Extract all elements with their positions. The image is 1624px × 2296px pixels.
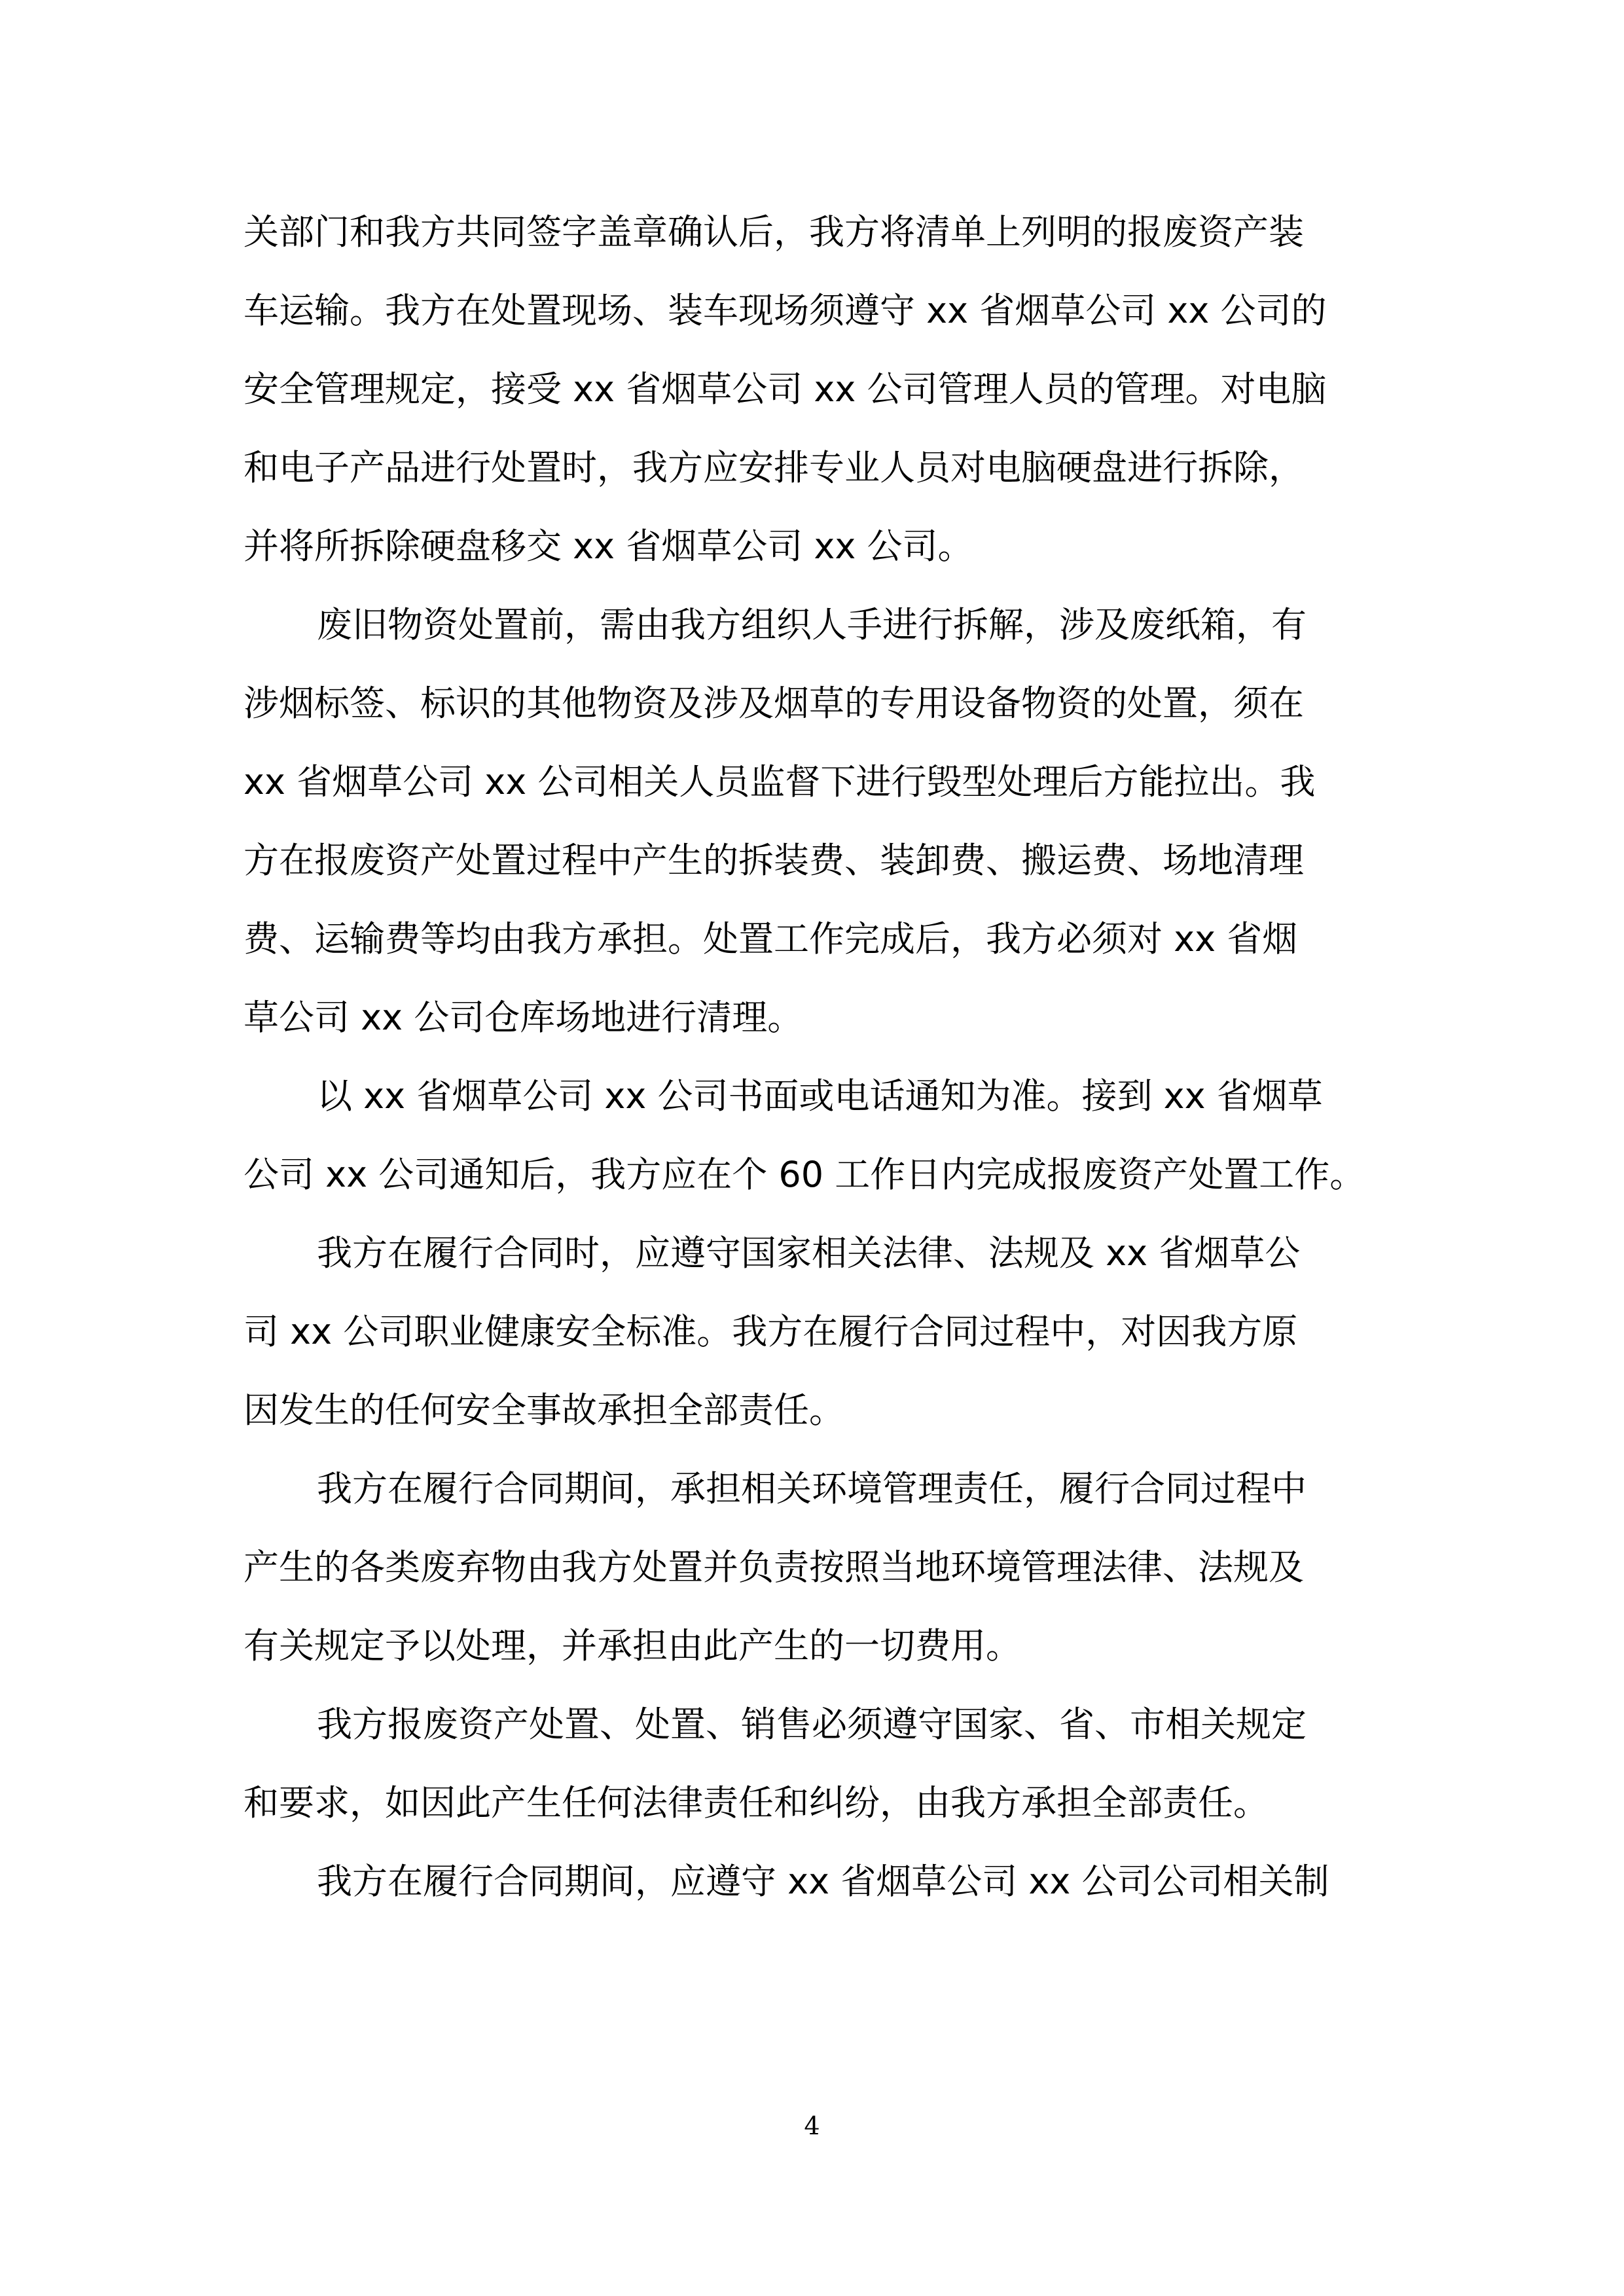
text-line: 我方在履行合同期间，承担相关环境管理责任，履行合同过程中 [317,1468,1307,1509]
text-line: 草公司 xx 公司仓库场地进行清理。 [244,997,803,1038]
text-line: 以 xx 省烟草公司 xx 公司书面或电话通知为准。接到 xx 省烟草 [317,1075,1323,1117]
paragraph-4 [244,1214,1382,1450]
text-line: 关部门和我方共同签字盖章确认后，我方将清单上列明的报废资产装 [244,211,1304,253]
text-line: 产生的各类废弃物由我方处置并负责按照当地环境管理法律、法规及 [244,1547,1304,1588]
text-line: 废旧物资处置前，需由我方组织人手进行拆解，涉及废纸箱，有 [317,604,1307,645]
paragraph-3 [244,1057,1382,1214]
text-line: 因发生的任何安全事故承担全部责任。 [244,1390,844,1431]
paragraph-6 [244,1685,1382,1842]
text-line: 公司 xx 公司通知后，我方应在个 60 工作日内完成报废资产处置工作。 [244,1154,1365,1195]
text-line: 车运输。我方在处置现场、装车现场须遵守 xx 省烟草公司 xx 公司的 [244,290,1327,331]
text-line: 安全管理规定，接受 xx 省烟草公司 xx 公司管理人员的管理。对电脑 [244,368,1327,410]
text-line: 涉烟标签、标识的其他物资及涉及烟草的专用设备物资的处置，须在 [244,683,1304,724]
text-line: 我方在履行合同期间，应遵守 xx 省烟草公司 xx 公司公司相关制 [317,1861,1329,1902]
text-line: 和要求，如因此产生任何法律责任和纠纷，由我方承担全部责任。 [244,1782,1269,1823]
paragraph-7 [244,1842,1382,1921]
text-line: 并将所拆除硬盘移交 xx 省烟草公司 xx 公司。 [244,526,973,567]
paragraph-2 [244,586,1382,1057]
paragraph-5 [244,1450,1382,1685]
text-line: 我方在履行合同时，应遵守国家相关法律、法规及 xx 省烟草公 [317,1232,1301,1274]
paragraph-1 [244,193,1382,586]
text-line: 方在报废资产处置过程中产生的拆装费、装卸费、搬运费、场地清理 [244,840,1304,881]
page-number: 4 [804,2111,820,2140]
document-body [244,193,1382,1921]
text-line: 我方报废资产处置、处置、销售必须遵守国家、省、市相关规定 [317,1704,1307,1745]
text-line: 和电子产品进行处置时，我方应安排专业人员对电脑硬盘进行拆除， [244,447,1304,488]
text-line: 费、运输费等均由我方承担。处置工作完成后，我方必须对 xx 省烟 [244,918,1298,960]
text-line: 司 xx 公司职业健康安全标准。我方在履行合同过程中，对因我方原 [244,1311,1298,1352]
text-line: 有关规定予以处理，并承担由此产生的一切费用。 [244,1625,1021,1666]
text-line: xx 省烟草公司 xx 公司相关人员监督下进行毁型处理后方能拉出。我 [244,761,1316,802]
